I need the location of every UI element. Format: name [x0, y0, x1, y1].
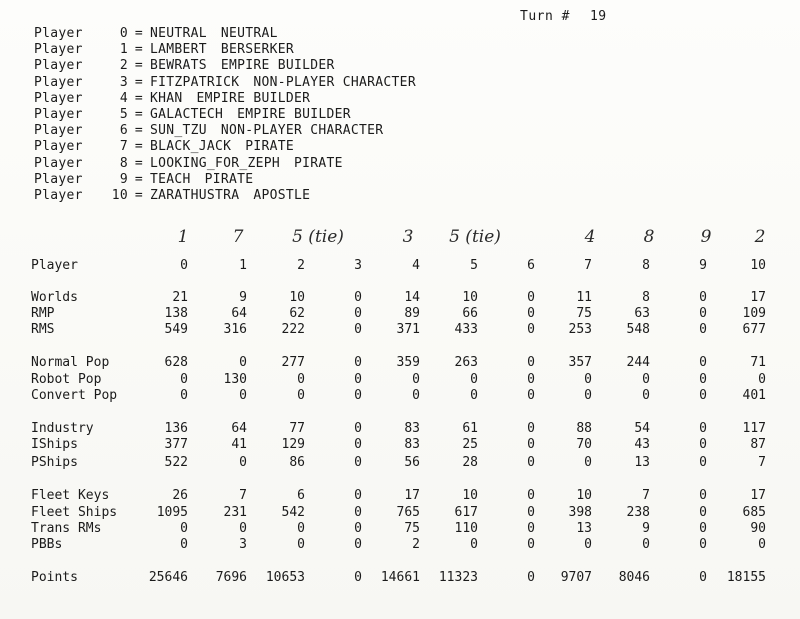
table-cell: 0: [699, 455, 707, 470]
table-cell: 64: [231, 306, 247, 321]
column-header: 7: [584, 258, 592, 273]
table-cell: 0: [354, 437, 362, 452]
player-label: Player: [34, 187, 83, 203]
player-role: PIRATE: [245, 139, 295, 155]
table-cell: 13: [576, 521, 592, 536]
row-label: Fleet Ships: [31, 505, 118, 520]
table-cell: 677: [742, 322, 766, 337]
table-row: [0, 505, 800, 521]
column-header: 1: [239, 258, 247, 273]
table-cell: 130: [223, 372, 247, 387]
table-cell: 0: [354, 355, 362, 370]
table-cell: 222: [281, 322, 305, 337]
table-cell: 244: [626, 355, 650, 370]
table-cell: 8046: [618, 570, 650, 585]
table-cell: 0: [699, 505, 707, 520]
table-header-label: Player: [31, 258, 78, 273]
table-cell: 9: [642, 521, 650, 536]
player-role: NON-PLAYER CHARACTER: [253, 74, 416, 90]
player-role: PIRATE: [294, 155, 343, 171]
table-cell: 0: [527, 388, 535, 403]
player-name: NEUTRAL: [150, 26, 207, 41]
table-cell: 0: [527, 505, 535, 520]
table-row: [0, 570, 800, 586]
equals-sign: =: [134, 123, 144, 139]
table-cell: 7: [239, 488, 247, 503]
table-row: [0, 290, 800, 306]
column-header: 8: [642, 258, 650, 273]
table-cell: 238: [626, 505, 650, 520]
table-cell: 0: [354, 290, 362, 305]
table-cell: 41: [231, 437, 247, 452]
table-cell: 0: [527, 570, 535, 585]
table-cell: 0: [527, 537, 535, 552]
player-name: TEACH: [150, 171, 191, 187]
column-header: 10: [750, 258, 766, 273]
table-cell: 0: [699, 570, 707, 585]
table-cell: 0: [699, 488, 707, 503]
table-cell: 0: [699, 437, 707, 452]
table-cell: 542: [281, 505, 305, 520]
player-entry: [34, 139, 416, 155]
table-cell: 7: [642, 488, 650, 503]
table-cell: 0: [584, 372, 592, 387]
row-label: IShips: [31, 437, 78, 452]
table-cell: 25: [462, 437, 478, 452]
equals-sign: =: [134, 90, 144, 106]
turn-number: 19: [589, 9, 607, 24]
player-label: Player: [34, 58, 83, 74]
handwritten-rank: 4: [584, 227, 596, 247]
table-row: [0, 437, 800, 453]
table-cell: 522: [164, 455, 188, 470]
table-cell: 0: [297, 372, 305, 387]
table-cell: 10: [289, 290, 305, 305]
row-label: Convert Pop: [31, 388, 118, 403]
player-entry: [34, 156, 416, 172]
table-cell: 71: [750, 355, 766, 370]
table-cell: 398: [568, 505, 592, 520]
turn-label: Turn #: [520, 9, 570, 24]
table-cell: 11: [576, 290, 592, 305]
table-cell: 0: [470, 388, 478, 403]
table-cell: 6: [297, 488, 305, 503]
table-cell: 277: [281, 355, 305, 370]
player-index: 2: [119, 58, 128, 74]
table-cell: 11323: [438, 570, 478, 585]
player-name: SUN_TZU: [150, 123, 207, 139]
table-cell: 129: [281, 437, 305, 452]
row-label: RMS: [31, 322, 55, 337]
player-entry: [34, 58, 416, 74]
table-cell: 61: [462, 421, 478, 436]
table-cell: 0: [699, 372, 707, 387]
table-cell: 0: [642, 537, 650, 552]
table-cell: 7: [758, 455, 766, 470]
table-cell: 377: [164, 437, 188, 452]
table-cell: 0: [527, 322, 535, 337]
table-cell: 9: [239, 290, 247, 305]
table-cell: 0: [180, 537, 188, 552]
table-row: [0, 355, 800, 371]
table-cell: 617: [454, 505, 478, 520]
player-name: BLACK_JACK: [150, 139, 232, 155]
equals-sign: =: [134, 171, 144, 187]
row-label: Robot Pop: [31, 372, 102, 387]
player-index: 5: [119, 106, 128, 122]
table-cell: 253: [568, 322, 592, 337]
table-cell: 89: [404, 306, 420, 321]
player-name: LAMBERT: [150, 42, 207, 58]
table-cell: 0: [527, 455, 535, 470]
table-cell: 0: [239, 355, 247, 370]
table-cell: 0: [354, 488, 362, 503]
table-cell: 0: [642, 372, 650, 387]
player-name: GALACTECH: [150, 106, 224, 122]
table-cell: 371: [396, 322, 420, 337]
table-cell: 0: [527, 372, 535, 387]
table-cell: 685: [742, 505, 766, 520]
player-label: Player: [34, 106, 83, 122]
table-cell: 10: [462, 290, 478, 305]
table-cell: 0: [699, 355, 707, 370]
table-row: [0, 421, 800, 437]
table-cell: 83: [404, 437, 420, 452]
table-cell: 9707: [560, 570, 592, 585]
table-cell: 0: [297, 537, 305, 552]
table-cell: 75: [404, 521, 420, 536]
table-cell: 64: [231, 421, 247, 436]
table-cell: 0: [642, 388, 650, 403]
player-role: NEUTRAL: [220, 26, 278, 41]
row-label: Fleet Keys: [31, 488, 110, 503]
player-name: BEWRATS: [150, 58, 207, 74]
handwritten-rank: 5 (tie): [449, 227, 501, 247]
table-cell: 316: [223, 322, 247, 337]
row-label: RMP: [31, 306, 55, 321]
column-header: 5: [470, 258, 478, 273]
table-cell: 0: [470, 372, 478, 387]
player-role: BERSERKER: [220, 42, 295, 58]
table-row: [0, 537, 800, 553]
table-cell: 62: [289, 306, 305, 321]
handwritten-rank: 5 (tie): [292, 227, 344, 247]
player-entry: [34, 123, 416, 139]
player-index: 4: [119, 90, 128, 106]
table-cell: 357: [568, 355, 592, 370]
table-cell: 83: [404, 421, 420, 436]
table-cell: 70: [576, 437, 592, 452]
table-cell: 0: [584, 537, 592, 552]
table-cell: 433: [454, 322, 478, 337]
equals-sign: =: [134, 155, 144, 171]
row-label: Trans RMs: [31, 521, 102, 536]
table-cell: 0: [354, 388, 362, 403]
player-entry: [34, 107, 416, 123]
player-index: 6: [119, 123, 128, 139]
table-cell: 1095: [156, 505, 188, 520]
handwritten-rank: 1: [177, 227, 189, 247]
table-cell: 0: [412, 388, 420, 403]
table-cell: 0: [699, 306, 707, 321]
column-header: 6: [527, 258, 535, 273]
table-cell: 0: [354, 455, 362, 470]
handwritten-rank: 3: [402, 227, 414, 247]
table-cell: 17: [404, 488, 420, 503]
table-cell: 21: [172, 290, 188, 305]
table-cell: 117: [742, 421, 766, 436]
table-cell: 0: [180, 388, 188, 403]
player-name: ZARATHUSTRA: [150, 187, 240, 203]
table-cell: 10: [462, 488, 478, 503]
column-header: 3: [354, 258, 362, 273]
column-header: 2: [297, 258, 305, 273]
table-cell: 25646: [148, 570, 188, 585]
equals-sign: =: [134, 74, 144, 90]
player-name: KHAN: [150, 90, 183, 106]
table-cell: 86: [289, 455, 305, 470]
player-entry: [34, 188, 416, 204]
player-label: Player: [34, 155, 83, 171]
equals-sign: =: [134, 42, 144, 58]
equals-sign: =: [134, 139, 144, 155]
table-cell: 0: [354, 372, 362, 387]
table-cell: 0: [527, 421, 535, 436]
table-cell: 0: [584, 455, 592, 470]
player-role: NON-PLAYER CHARACTER: [220, 123, 384, 139]
player-entry: [34, 91, 416, 107]
table-cell: 231: [223, 505, 247, 520]
table-cell: 0: [354, 570, 362, 585]
row-label: Worlds: [31, 290, 78, 305]
table-cell: 0: [527, 355, 535, 370]
table-cell: 0: [354, 306, 362, 321]
table-cell: 109: [742, 306, 766, 321]
table-cell: 0: [297, 521, 305, 536]
table-cell: 75: [576, 306, 592, 321]
table-cell: 628: [164, 355, 188, 370]
table-cell: 14: [404, 290, 420, 305]
player-entry: [34, 75, 416, 91]
player-role: APOSTLE: [253, 187, 311, 203]
table-cell: 136: [164, 421, 188, 436]
table-cell: 0: [584, 388, 592, 403]
table-cell: 87: [750, 437, 766, 452]
player-name: FITZPATRICK: [150, 74, 240, 90]
table-cell: 765: [396, 505, 420, 520]
player-label: Player: [34, 74, 83, 90]
handwritten-rank: 7: [232, 227, 244, 247]
table-cell: 13: [634, 455, 650, 470]
player-label: Player: [34, 90, 83, 106]
column-header: 0: [180, 258, 188, 273]
column-header: 9: [699, 258, 707, 273]
table-row: [0, 388, 800, 404]
table-cell: 0: [297, 388, 305, 403]
table-cell: 0: [527, 290, 535, 305]
player-role: PIRATE: [204, 171, 254, 187]
table-cell: 14661: [380, 570, 420, 585]
player-name: LOOKING_FOR_ZEPH: [150, 155, 281, 171]
turn-indicator: [520, 9, 607, 24]
table-cell: 0: [354, 505, 362, 520]
table-cell: 0: [354, 421, 362, 436]
player-label: Player: [34, 26, 83, 41]
table-cell: 56: [404, 455, 420, 470]
table-cell: 90: [750, 521, 766, 536]
equals-sign: =: [134, 26, 144, 41]
table-cell: 0: [527, 306, 535, 321]
table-cell: 0: [354, 537, 362, 552]
table-cell: 28: [462, 455, 478, 470]
player-role: EMPIRE BUILDER: [220, 58, 335, 74]
player-role: EMPIRE BUILDER: [237, 106, 351, 122]
table-row: [0, 306, 800, 322]
row-label: PShips: [31, 455, 78, 470]
row-label: PBBs: [31, 537, 63, 552]
table-cell: 548: [626, 322, 650, 337]
table-cell: 0: [699, 521, 707, 536]
player-roster: [34, 26, 416, 204]
player-index: 8: [119, 155, 128, 171]
player-entry: [34, 42, 416, 58]
table-cell: 0: [239, 521, 247, 536]
table-cell: 0: [470, 537, 478, 552]
handwritten-rankings: [0, 227, 800, 251]
player-label: Player: [34, 123, 83, 139]
row-label: Industry: [31, 421, 94, 436]
table-cell: 0: [758, 372, 766, 387]
table-row: [0, 521, 800, 537]
player-index: 0: [119, 26, 128, 41]
table-row: [0, 322, 800, 338]
table-cell: 0: [527, 488, 535, 503]
player-index: 9: [119, 171, 128, 187]
player-index: 1: [119, 42, 128, 58]
table-cell: 17: [750, 488, 766, 503]
table-header-row: [0, 258, 800, 274]
player-index: 3: [119, 74, 128, 90]
table-cell: 43: [634, 437, 650, 452]
player-label: Player: [34, 171, 83, 187]
table-cell: 26: [172, 488, 188, 503]
table-cell: 10653: [265, 570, 305, 585]
table-row: [0, 455, 800, 471]
table-cell: 0: [699, 421, 707, 436]
player-entry: [34, 26, 416, 42]
table-cell: 88: [576, 421, 592, 436]
table-cell: 0: [699, 537, 707, 552]
table-cell: 0: [180, 372, 188, 387]
table-cell: 549: [164, 322, 188, 337]
table-cell: 7696: [215, 570, 247, 585]
player-entry: [34, 172, 416, 188]
table-cell: 18155: [726, 570, 766, 585]
table-cell: 17: [750, 290, 766, 305]
table-cell: 10: [576, 488, 592, 503]
handwritten-rank: 8: [643, 227, 655, 247]
row-label: Points: [31, 570, 78, 585]
table-cell: 0: [354, 322, 362, 337]
table-cell: 138: [164, 306, 188, 321]
table-cell: 63: [634, 306, 650, 321]
equals-sign: =: [134, 106, 144, 122]
table-cell: 3: [239, 537, 247, 552]
table-cell: 8: [642, 290, 650, 305]
table-cell: 0: [239, 388, 247, 403]
table-cell: 0: [699, 322, 707, 337]
player-label: Player: [34, 42, 83, 58]
equals-sign: =: [134, 58, 144, 74]
player-index: 10: [111, 187, 128, 203]
table-cell: 0: [699, 290, 707, 305]
table-cell: 0: [354, 521, 362, 536]
column-header: 4: [412, 258, 420, 273]
table-cell: 0: [699, 388, 707, 403]
row-label: Normal Pop: [31, 355, 110, 370]
player-index: 7: [119, 139, 128, 155]
handwritten-rank: 9: [700, 227, 712, 247]
table-cell: 263: [454, 355, 478, 370]
table-cell: 110: [454, 521, 478, 536]
table-cell: 0: [527, 521, 535, 536]
table-row: [0, 372, 800, 388]
table-cell: 0: [412, 372, 420, 387]
equals-sign: =: [134, 187, 144, 203]
table-cell: 66: [462, 306, 478, 321]
table-cell: 0: [180, 521, 188, 536]
table-cell: 2: [412, 537, 420, 552]
table-row: [0, 488, 800, 504]
table-cell: 0: [527, 437, 535, 452]
table-cell: 54: [634, 421, 650, 436]
handwritten-rank: 2: [754, 227, 766, 247]
player-label: Player: [34, 139, 83, 155]
table-cell: 0: [758, 537, 766, 552]
table-cell: 401: [742, 388, 766, 403]
table-cell: 0: [239, 455, 247, 470]
table-cell: 77: [289, 421, 305, 436]
table-cell: 359: [396, 355, 420, 370]
player-role: EMPIRE BUILDER: [196, 90, 311, 106]
